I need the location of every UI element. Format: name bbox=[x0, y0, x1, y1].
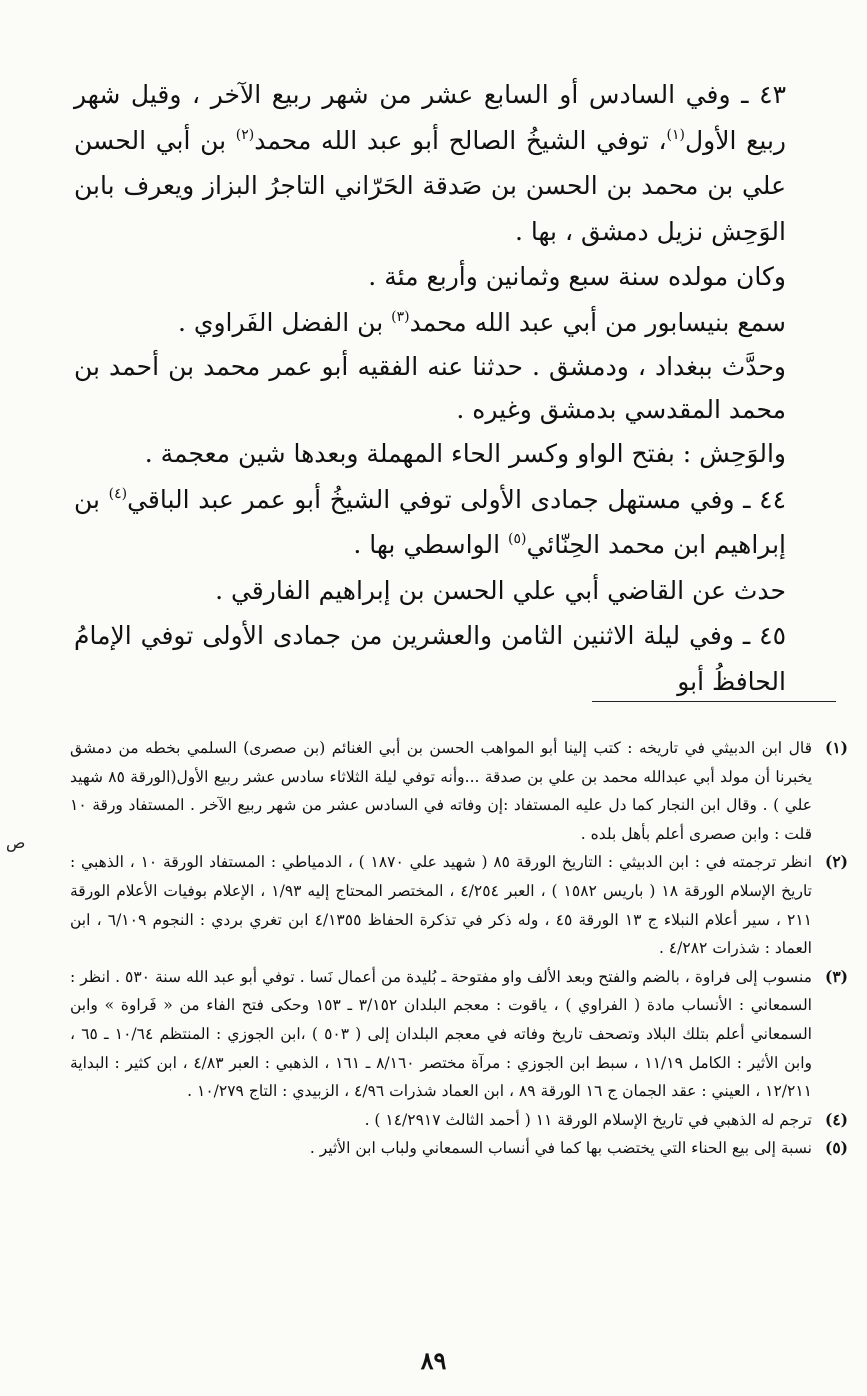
footnote-2 bbox=[70, 848, 848, 962]
footnote-3 bbox=[70, 963, 848, 1106]
footnote-number: (١) bbox=[824, 738, 848, 757]
footnote-ref-1: (١) bbox=[666, 126, 685, 143]
entry-44-narrated: حدث عن القاضي أبي علي الحسن بن إبراهيم الفارقي . bbox=[215, 575, 786, 605]
footnote-text: نسبة إلى بيع الحناء التي يختضب بها كما في أنساب السمعاني ولباب ابن الأثير . bbox=[309, 1139, 812, 1158]
entry-44-text-c: الواسطي بها . bbox=[353, 530, 508, 559]
narrated-line: وحدَّث ببغداد ، ودمشق . حدثنا عنه الفقيه أبو عمر محمد بن أحمد بن محمد المقدسي بدمشق وغيره . bbox=[74, 352, 786, 424]
footnote-1 bbox=[70, 734, 848, 848]
footnote-ref-5: (٥) bbox=[507, 531, 527, 547]
entry-43-text-c: بن أبي الحسن علي بن محمد بن الحسن بن صَدقة الحَرّاني التاجرُ البزاز ويعرف بابن الوَحِش نزيل دمشق ، بها . bbox=[74, 125, 786, 246]
footnote-5 bbox=[70, 1134, 848, 1163]
footnote-text: منسوب إلى فراوة ، بالضم والفتح وبعد الألف واو مفتوحة ـ بُليدة من أعمال نَسا . توفي أبو عبد الله سنة ٥٣٠ . انظر : السمعاني : الأنساب مادة ( الفراوي ) ، ياقوت : معجم البلدان ٣/١٥٢ ـ ١٥٣ وحكى فتح الفاء من « فَراوة » وابن السمعاني أعلم بتلك البلاد وتصحف تاريخ وفاته في معجم البلدان إلى ( ٥٠٣ ) ،ابن الجوزي : المنتظم ١٠/٦٤ ـ ٦٥ ، وابن الأثير : الكامل ١١/١٩ ، سبط ابن الجوزي : مرآة مختصر ٨/١٦٠ ـ ١٦١ ، الذهبي : العبر ٤/٨٣ ، ابن كثير : البداية ١٢/٢١١ ، العيني : عقد الجمان ج ١٦ الورقة ٨٩ ، ابن العماد شذرات ٤/٩٦ ، الزبيدي : التاج ١٠/٢٧٩ . bbox=[70, 967, 812, 1101]
entry-43-text-b: ، توفي الشيخُ الصالح أبو عبد الله محمد bbox=[254, 125, 667, 155]
entry-44 bbox=[74, 477, 834, 568]
entry-43 bbox=[74, 72, 834, 254]
main-text bbox=[74, 72, 834, 704]
heard-line bbox=[74, 300, 834, 346]
entry-44-text-b: بن إبراهيم ابن محمد الحِنّائي bbox=[74, 484, 786, 559]
entry-43-text-a: ٤٣ ـ وفي السادس أو السابع عشر من شهر ربيع الآخر ، وقيل شهر ربيع الأول bbox=[74, 80, 786, 155]
footnote-text: انظر ترجمته في : ابن الدبيثي : التاريخ الورقة ٨٥ ( شهيد علي ١٨٧٠ ) ، الدمياطي : المستفاد الورقة ١٠ ، الذهبي : تاريخ الإسلام الورقة ١٨ ( باريس ١٥٨٢ ) ، العبر ٤/٢٥٤ ، المختصر المحتاج إليه ١/٩٣ ، الإعلام بوفيات الأعلام الورقة ٢١١ ، سير أعلام النبلاء ج ١٣ الورقة ٤٥ ، وله ذكر في تذكرة الحفاظ ٤/١٣٥٥ ابن تغري بردي : النجوم ٦/١٠٩ ، ابن العماد : شذرات ٤/٢٨٢ . bbox=[70, 853, 812, 958]
footnote-text: ترجم له الذهبي في تاريخ الإسلام الورقة ١١ ( أحمد الثالث ١٤/٢٩١٧ ) . bbox=[364, 1110, 812, 1129]
footnote-ref-3: (٣) bbox=[391, 308, 410, 325]
footnote-ref-4: (٤) bbox=[108, 485, 128, 502]
footnotes bbox=[70, 734, 848, 1163]
footnote-number: (٣) bbox=[824, 966, 848, 986]
birth-line: وكان مولده سنة سبع وثمانين وأربع مئة . bbox=[368, 262, 786, 291]
footnote-ref-2: (٢) bbox=[235, 126, 255, 143]
margin-mark: ص bbox=[6, 833, 26, 852]
entry-45: ٤٥ ـ وفي ليلة الاثنين الثامن والعشرين من جمادى الأولى توفي الإمامُ الحافظُ أبو bbox=[74, 621, 786, 696]
page-number: ٨٩ bbox=[420, 1346, 447, 1375]
heard-text-a: سمع بنيسابور من أبي عبد الله محمد bbox=[409, 307, 786, 337]
wahish-note: والوَحِش : بفتح الواو وكسر الحاء المهملة وبعدها شين معجمة . bbox=[144, 439, 786, 468]
footnote-4 bbox=[70, 1106, 848, 1135]
footnote-separator bbox=[592, 701, 836, 702]
entry-44-text-a: ٤٤ ـ وفي مستهل جمادى الأولى توفي الشيخُ أبو عمر عبد الباقي bbox=[127, 484, 786, 514]
heard-text-b: بن الفضل الفَراوي . bbox=[177, 307, 392, 337]
footnote-text: قال ابن الدبيثي في تاريخه : كتب إلينا أبو المواهب الحسن بن أبي الغنائم (بن صصرى) السلمي بخطه من دمشق يخبرنا أن مولد أبي عبدالله محمد بن علي بن صدقة ...وأنه توفي ليلة الثلاثاء سادس عشر ربيع الأول(الورقة ٨٥ شهيد علي ) . وقال ابن النجار كما دل عليه المستفاد :إن وفاته في السادس عشر من شهر ربيع الآخر . المستفاد ورقة ١٠ قلت : وابن صصرى أعلم بأهل بلده . bbox=[70, 739, 813, 843]
footnote-number: (٤) bbox=[824, 1109, 848, 1129]
footnote-number: (٥) bbox=[824, 1138, 848, 1158]
footnote-number: (٢) bbox=[824, 852, 848, 872]
